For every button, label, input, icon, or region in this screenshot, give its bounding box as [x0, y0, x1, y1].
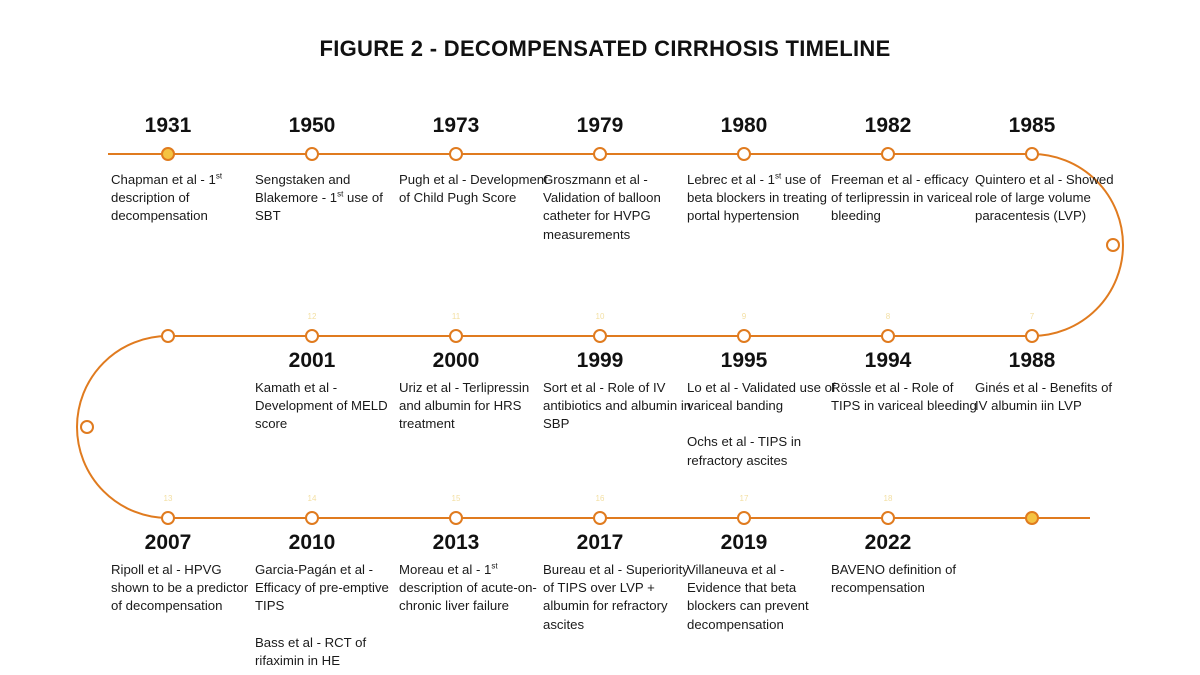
row2-start-node	[162, 330, 174, 342]
year-2010: 2010	[288, 531, 336, 554]
event-description-2019	[687, 561, 837, 634]
event-text-main: Ripoll et al - HPVG shown to be a predictor of decompensation	[111, 562, 249, 614]
event-text	[399, 379, 549, 434]
event-text-main: Groszmann et al - Validation of balloon catheter for HVPG measurements	[543, 172, 661, 242]
event-text	[399, 561, 549, 616]
event-text-superscript: st	[215, 171, 223, 181]
event-text-main: Villaneuva et al - Evidence that beta blockers can prevent decompensation	[687, 562, 809, 632]
event-description-1973	[399, 171, 549, 207]
event-text	[831, 561, 981, 597]
event-description-1950	[255, 171, 405, 226]
year-2013: 2013	[432, 531, 480, 554]
timeline-node-1988	[1026, 330, 1038, 342]
event-description-2013	[399, 561, 549, 616]
year-1999: 1999	[576, 349, 624, 372]
event-text-rest: use of SBT	[255, 190, 383, 224]
timeline-node-1973	[450, 148, 462, 160]
timeline-node-1980	[738, 148, 750, 160]
event-text-main: Bureau et al - Superiority of TIPS over LVP + albumin for refractory ascites	[543, 562, 689, 632]
event-description-1980	[687, 171, 837, 226]
event-description-1988	[975, 379, 1125, 415]
event-text-main: Sort et al - Role of IV antibiotics and albumin in SBP	[543, 380, 692, 432]
event-description-2010	[255, 561, 405, 670]
event-text	[687, 561, 837, 634]
event-index-18: 18	[883, 494, 893, 503]
event-text-main: Moreau et al - 1	[399, 562, 492, 577]
timeline-node-1982	[882, 148, 894, 160]
event-index-12: 12	[307, 312, 317, 321]
event-index-14: 14	[307, 494, 317, 503]
year-1985: 1985	[1008, 114, 1056, 137]
event-text-main: Uriz et al - Terlipressin and albumin for HRS treatment	[399, 380, 530, 432]
event-text-main: Rössle et al - Role of TIPS in variceal bleeding	[831, 380, 977, 414]
event-text-main: Quintero et al - Showed role of large volume paracentesis (LVP)	[975, 172, 1114, 224]
event-index-16: 16	[595, 494, 605, 503]
event-index-10: 10	[595, 312, 605, 321]
event-text	[975, 379, 1125, 415]
event-text-main: Ginés et al - Benefits of IV albumin iin LVP	[975, 380, 1113, 414]
event-text	[543, 561, 693, 634]
event-text-main: Lo et al - Validated use of variceal banding	[687, 380, 836, 414]
year-2007: 2007	[144, 531, 192, 554]
event-text-rest: description of decompensation	[111, 190, 208, 224]
year-2019: 2019	[720, 531, 768, 554]
timeline-node-1950	[306, 148, 318, 160]
event-description-1999	[543, 379, 693, 434]
event-index-13: 13	[163, 494, 173, 503]
event-text	[111, 171, 261, 226]
event-description-2022	[831, 561, 981, 597]
event-text-main: BAVENO definition of recompensation	[831, 562, 957, 596]
event-description-1995	[687, 379, 837, 470]
event-text	[399, 171, 549, 207]
end-node	[1026, 512, 1038, 524]
event-text-rest: use of beta blockers in treating portal hypertension	[687, 172, 828, 224]
event-text	[831, 171, 981, 226]
event-description-2000	[399, 379, 549, 434]
event-text-rest: description of acute-on-chronic liver failure	[399, 580, 537, 614]
event-description-2001	[255, 379, 405, 434]
event-text-superscript: st	[337, 189, 344, 199]
event-index-8: 8	[885, 312, 891, 321]
year-1980: 1980	[720, 114, 768, 137]
event-index-11: 11	[451, 312, 461, 321]
event-index-9: 9	[741, 312, 747, 321]
timeline-node-1931	[162, 148, 174, 160]
event-text	[831, 379, 981, 415]
event-index-15: 15	[451, 494, 461, 503]
event-text	[975, 171, 1125, 226]
event-text-extra: Ochs et al - TIPS in refractory ascites	[687, 434, 802, 468]
event-text	[687, 171, 837, 226]
timeline-node-1994	[882, 330, 894, 342]
event-description-2007	[111, 561, 261, 616]
timeline-node-1999	[594, 330, 606, 342]
event-index-17: 17	[739, 494, 749, 503]
year-1950: 1950	[288, 114, 336, 137]
year-2001: 2001	[288, 349, 336, 372]
curve-node-left	[81, 421, 93, 433]
event-text-superscript: st	[774, 171, 782, 181]
event-text-extra: Bass et al - RCT of rifaximin in HE	[255, 634, 367, 668]
year-1995: 1995	[720, 349, 768, 372]
event-description-1994	[831, 379, 981, 415]
year-1979: 1979	[576, 114, 624, 137]
event-text-superscript: st	[491, 561, 498, 571]
event-index-7: 7	[1029, 312, 1035, 321]
event-text-main: Lebrec et al - 1	[687, 172, 775, 187]
event-text-main: Sengstaken and Blakemore - 1	[255, 172, 351, 206]
figure-title: FIGURE 2 - DECOMPENSATED CIRRHOSIS TIMELINE	[319, 36, 891, 61]
event-text	[111, 561, 261, 616]
event-description-1931	[111, 171, 261, 226]
curve-node-right	[1107, 239, 1119, 251]
year-2017: 2017	[576, 531, 624, 554]
event-description-1982	[831, 171, 981, 226]
year-1988: 1988	[1008, 349, 1056, 372]
event-text	[687, 379, 837, 415]
event-text	[255, 379, 405, 434]
event-description-1979	[543, 171, 693, 244]
event-text-main: Garcia-Pagán et al - Efficacy of pre-emptive TIPS	[255, 562, 389, 614]
timeline-node-2022	[882, 512, 894, 524]
timeline-node-1979	[594, 148, 606, 160]
year-1982: 1982	[864, 114, 912, 137]
timeline-node-2013	[450, 512, 462, 524]
timeline-node-2010	[306, 512, 318, 524]
year-2000: 2000	[432, 349, 480, 372]
year-1994: 1994	[864, 349, 912, 372]
event-text	[543, 171, 693, 244]
year-2022: 2022	[864, 531, 912, 554]
timeline-node-1985	[1026, 148, 1038, 160]
timeline-node-2000	[450, 330, 462, 342]
timeline-node-2001	[306, 330, 318, 342]
event-description-1985	[975, 171, 1125, 226]
event-text-main: Chapman et al - 1	[111, 172, 216, 187]
year-1973: 1973	[432, 114, 480, 137]
event-text-main: Pugh et al - Development of Child Pugh Score	[399, 172, 548, 206]
event-text-main: Freeman et al - efficacy of terlipressin in variceal bleeding	[831, 172, 973, 224]
timeline-node-2007	[162, 512, 174, 524]
timeline-node-2019	[738, 512, 750, 524]
year-1931: 1931	[144, 114, 192, 137]
timeline-node-2017	[594, 512, 606, 524]
event-text	[255, 561, 405, 616]
event-text	[255, 171, 405, 226]
event-text-main: Kamath et al - Development of MELD score	[255, 380, 388, 432]
timeline-node-1995	[738, 330, 750, 342]
event-text	[543, 379, 693, 434]
event-description-2017	[543, 561, 693, 634]
